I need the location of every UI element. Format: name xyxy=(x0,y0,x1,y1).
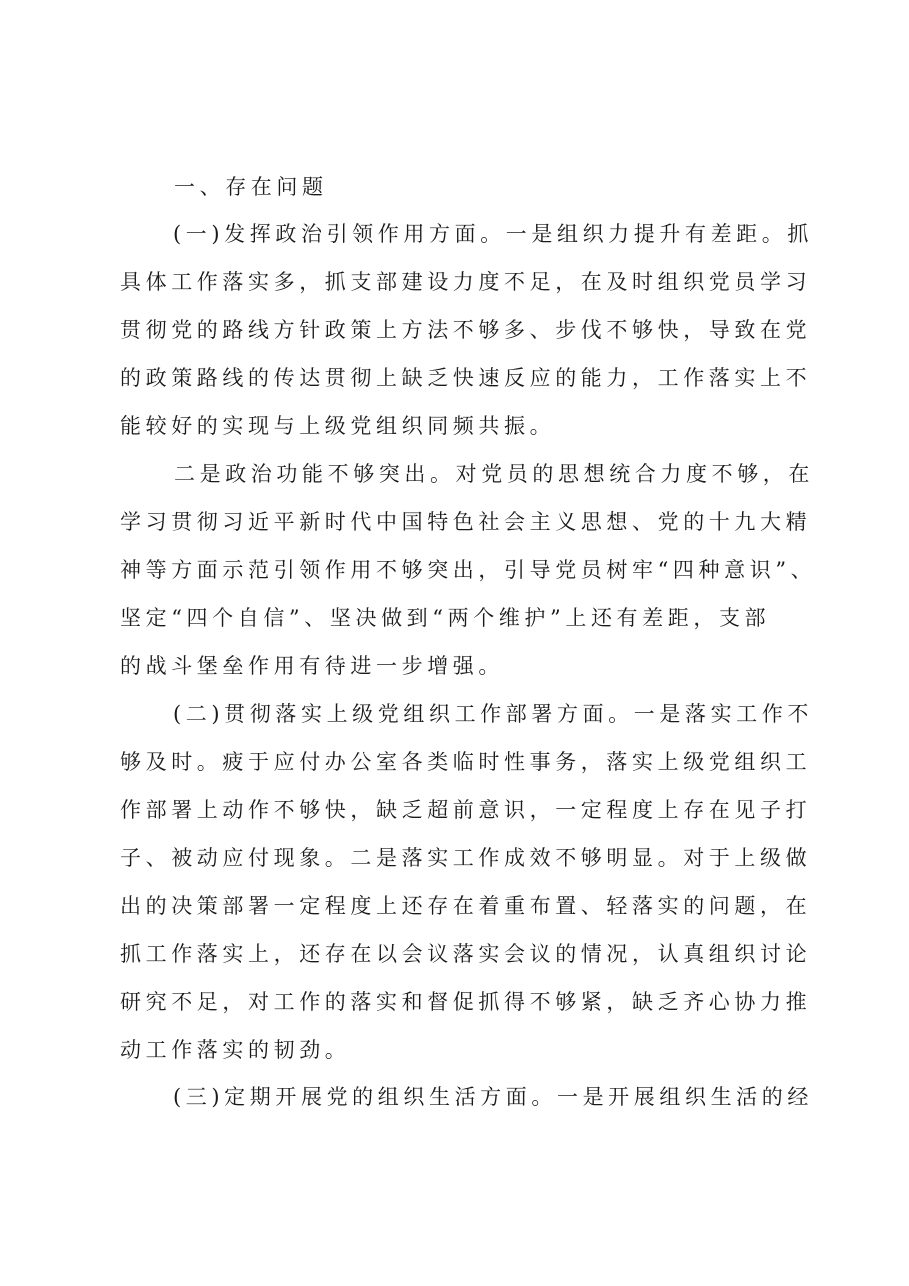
section-heading: 一、存在问题 xyxy=(174,175,328,199)
text-line: 出的决策部署一定程度上还存在着重布置、轻落实的问题，在 xyxy=(120,894,812,918)
text-line: 具体工作落实多，抓支部建设力度不足，在及时组织党员学习 xyxy=(120,270,812,294)
text-line: 的政策路线的传达贯彻上缺乏快速反应的能力，工作落实上不 xyxy=(120,366,812,390)
text-line: (二)贯彻落实上级党组织工作部署方面。一是落实工作不 xyxy=(173,702,813,726)
text-line: 二是政治功能不够突出。对党员的思想统合力度不够，在 xyxy=(174,462,814,486)
text-line: (一)发挥政治引领作用方面。一是组织力提升有差距。抓 xyxy=(173,222,813,246)
text-line: 坚定“四个自信”、坚决做到“两个维护”上还有差距，支部 xyxy=(120,606,771,630)
text-line: 的战斗堡垒作用有待进一步增强。 xyxy=(120,654,504,678)
text-line: 贯彻党的路线方针政策上方法不够多、步伐不够快，导致在党 xyxy=(120,318,812,342)
text-line: 神等方面示范引领作用不够突出，引导党员树牢“四种意识”、 xyxy=(120,558,817,582)
text-line: 能较好的实现与上级党组织同频共振。 xyxy=(120,414,556,438)
text-line: (三)定期开展党的组织生活方面。一是开展组织生活的经 xyxy=(173,1085,813,1109)
text-line: 作部署上动作不够快，缺乏超前意识，一定程度上存在见子打 xyxy=(120,798,812,822)
text-line: 动工作落实的韧劲。 xyxy=(120,1038,351,1062)
text-line: 抓工作落实上，还存在以会议落实会议的情况，认真组织讨论 xyxy=(120,942,812,966)
text-line: 子、被动应付现象。二是落实工作成效不够明显。对于上级做 xyxy=(120,846,812,870)
text-line: 够及时。疲于应付办公室各类临时性事务，落实上级党组织工 xyxy=(120,750,812,774)
text-line: 研究不足，对工作的落实和督促抓得不够紧，缺乏齐心协力推 xyxy=(120,990,812,1014)
text-line: 学习贯彻习近平新时代中国特色社会主义思想、党的十九大精 xyxy=(120,510,812,534)
